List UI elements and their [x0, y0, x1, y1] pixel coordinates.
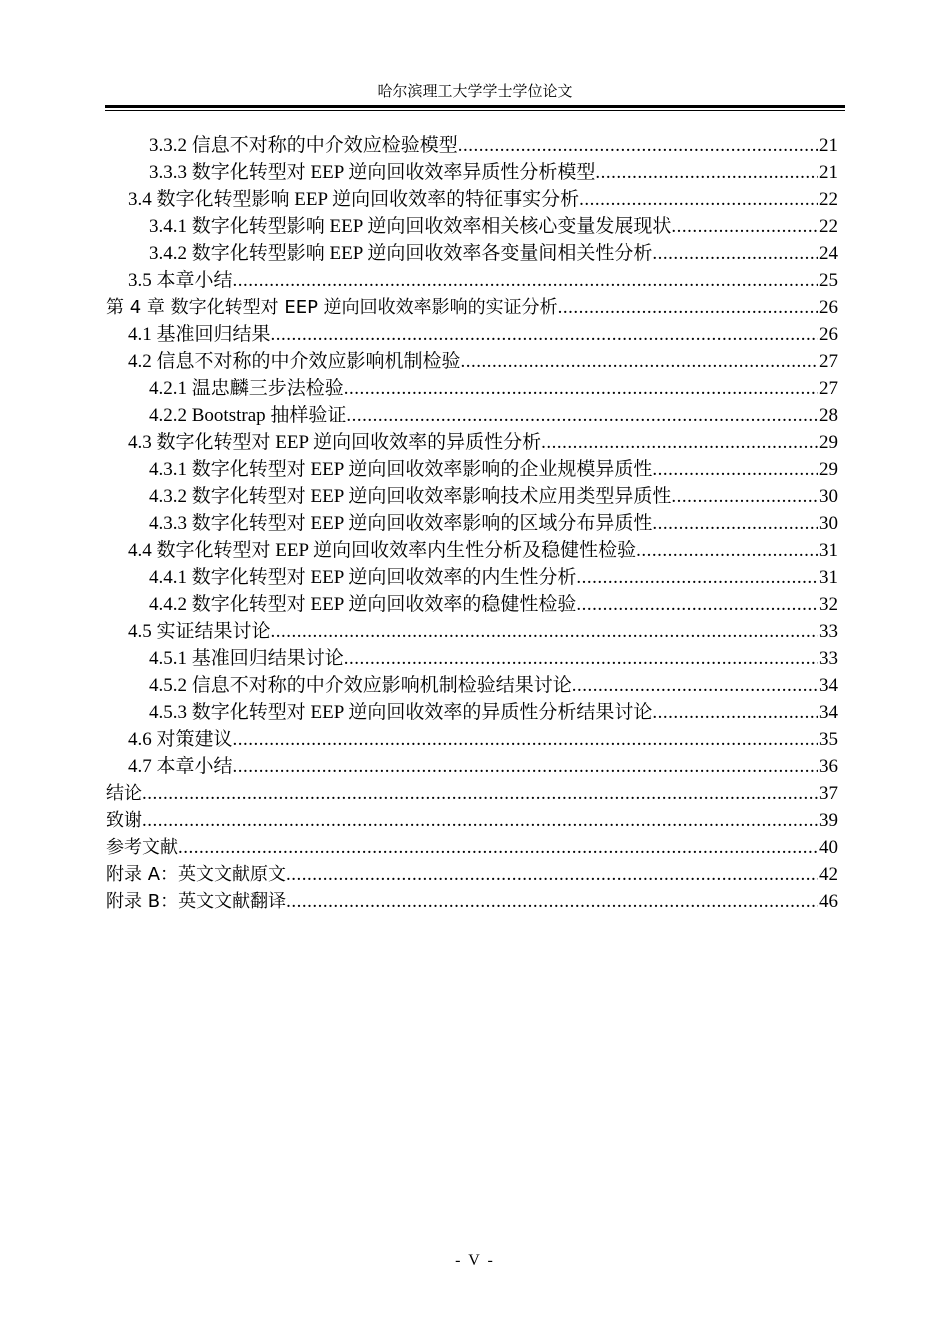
- toc-entry-title: 4.4.2 数字化转型对 EEP 逆向回收效率的稳健性检验: [149, 594, 577, 615]
- toc-entry-title: 附录 B：英文文献翻译: [106, 891, 287, 912]
- toc-entry-page: 21: [819, 135, 838, 156]
- page-number: - V -: [455, 1252, 495, 1269]
- toc-dot-leader: [271, 618, 818, 645]
- toc-entry[interactable]: [106, 213, 838, 240]
- toc-entry-title: 参考文献: [106, 837, 178, 858]
- toc-entry[interactable]: [106, 645, 838, 672]
- toc-entry-page: 29: [819, 459, 838, 480]
- toc-entry-title: 4.6 对策建议: [128, 729, 233, 750]
- toc-dot-leader: [142, 807, 818, 834]
- table-of-contents: [106, 132, 838, 915]
- toc-dot-leader: [572, 672, 818, 699]
- toc-entry-page: 35: [819, 729, 838, 750]
- toc-entry[interactable]: [106, 726, 838, 753]
- toc-entry-title: 4.7 本章小结: [128, 756, 233, 777]
- toc-entry-page: 24: [819, 243, 838, 264]
- toc-entry-title: 3.3.2 信息不对称的中介效应检验模型: [149, 135, 458, 156]
- toc-entry[interactable]: [106, 375, 838, 402]
- toc-dot-leader: [461, 348, 818, 375]
- toc-entry[interactable]: [106, 294, 838, 321]
- toc-dot-leader: [652, 699, 818, 726]
- toc-entry-page: 36: [819, 756, 838, 777]
- toc-entry[interactable]: [106, 834, 838, 861]
- toc-entry[interactable]: [106, 186, 838, 213]
- toc-entry-page: 28: [819, 405, 838, 426]
- toc-entry-page: 25: [819, 270, 838, 291]
- toc-entry-page: 31: [819, 540, 838, 561]
- toc-dot-leader: [346, 402, 818, 429]
- toc-dot-leader: [178, 834, 818, 861]
- toc-dot-leader: [579, 186, 818, 213]
- toc-entry-title: 3.4.2 数字化转型影响 EEP 逆向回收效率各变量间相关性分析: [149, 243, 653, 264]
- toc-dot-leader: [576, 564, 818, 591]
- toc-entry-title: 第 4 章 数字化转型对 EEP 逆向回收效率影响的实证分析: [106, 297, 558, 318]
- toc-dot-leader: [636, 537, 818, 564]
- toc-entry[interactable]: [106, 699, 838, 726]
- toc-dot-leader: [344, 375, 818, 402]
- toc-entry-title: 4.4.1 数字化转型对 EEP 逆向回收效率的内生性分析: [149, 567, 577, 588]
- toc-entry-page: 37: [819, 783, 838, 804]
- header-rule-thin: [105, 110, 845, 111]
- toc-entry-title: 4.5.2 信息不对称的中介效应影响机制检验结果讨论: [149, 675, 572, 696]
- toc-entry[interactable]: [106, 321, 838, 348]
- toc-dot-leader: [233, 726, 818, 753]
- toc-entry[interactable]: [106, 240, 838, 267]
- toc-entry[interactable]: [106, 348, 838, 375]
- toc-entry-page: 42: [819, 864, 838, 885]
- toc-dot-leader: [142, 780, 818, 807]
- toc-dot-leader: [558, 294, 818, 321]
- toc-entry-title: 3.3.3 数字化转型对 EEP 逆向回收效率异质性分析模型: [149, 162, 596, 183]
- toc-entry-page: 26: [819, 324, 838, 345]
- toc-entry-title: 4.5 实证结果讨论: [128, 621, 271, 642]
- toc-entry-page: 31: [819, 567, 838, 588]
- toc-entry[interactable]: [106, 537, 838, 564]
- toc-entry[interactable]: [106, 591, 838, 618]
- toc-dot-leader: [671, 483, 818, 510]
- toc-dot-leader: [576, 591, 818, 618]
- toc-entry[interactable]: [106, 510, 838, 537]
- toc-entry-page: 30: [819, 486, 838, 507]
- toc-entry-title: 结论: [106, 783, 142, 804]
- toc-entry[interactable]: [106, 672, 838, 699]
- toc-entry-title: 4.4 数字化转型对 EEP 逆向回收效率内生性分析及稳健性检验: [128, 540, 637, 561]
- toc-entry-page: 46: [819, 891, 838, 912]
- toc-entry[interactable]: [106, 888, 838, 915]
- toc-entry-title: 4.2.2 Bootstrap 抽样验证: [149, 405, 347, 426]
- toc-entry[interactable]: [106, 456, 838, 483]
- toc-entry-title: 致谢: [106, 810, 142, 831]
- toc-dot-leader: [652, 510, 818, 537]
- toc-dot-leader: [458, 132, 818, 159]
- toc-entry-title: 4.3.3 数字化转型对 EEP 逆向回收效率影响的区域分布异质性: [149, 513, 653, 534]
- toc-entry[interactable]: [106, 132, 838, 159]
- toc-dot-leader: [233, 753, 818, 780]
- toc-entry-title: 附录 A：英文文献原文: [106, 864, 287, 885]
- toc-entry-title: 3.4.1 数字化转型影响 EEP 逆向回收效率相关核心变量发展现状: [149, 216, 672, 237]
- toc-entry[interactable]: [106, 267, 838, 294]
- toc-entry-title: 4.5.1 基准回归结果讨论: [149, 648, 344, 669]
- toc-entry-title: 4.3 数字化转型对 EEP 逆向回收效率的异质性分析: [128, 432, 542, 453]
- toc-entry-title: 3.4 数字化转型影响 EEP 逆向回收效率的特征事实分析: [128, 189, 580, 210]
- toc-entry-title: 4.2 信息不对称的中介效应影响机制检验: [128, 351, 461, 372]
- toc-entry[interactable]: [106, 753, 838, 780]
- running-header: 哈尔滨理工大学学士学位论文: [377, 84, 573, 100]
- toc-entry-title: 4.5.3 数字化转型对 EEP 逆向回收效率的异质性分析结果讨论: [149, 702, 653, 723]
- toc-entry[interactable]: [106, 618, 838, 645]
- toc-entry[interactable]: [106, 402, 838, 429]
- toc-entry-page: 34: [819, 702, 838, 723]
- toc-dot-leader: [671, 213, 818, 240]
- toc-entry[interactable]: [106, 807, 838, 834]
- toc-entry[interactable]: [106, 780, 838, 807]
- toc-dot-leader: [271, 321, 818, 348]
- toc-entry-page: 34: [819, 675, 838, 696]
- toc-entry-title: 4.1 基准回归结果: [128, 324, 271, 345]
- toc-entry-page: 21: [819, 162, 838, 183]
- toc-entry-page: 30: [819, 513, 838, 534]
- toc-entry-page: 22: [819, 189, 838, 210]
- toc-entry-title: 4.3.2 数字化转型对 EEP 逆向回收效率影响技术应用类型异质性: [149, 486, 672, 507]
- toc-entry[interactable]: [106, 861, 838, 888]
- toc-entry-page: 40: [819, 837, 838, 858]
- toc-entry-page: 27: [819, 378, 838, 399]
- toc-dot-leader: [652, 456, 818, 483]
- toc-dot-leader: [286, 861, 818, 888]
- toc-entry-title: 4.2.1 温忠麟三步法检验: [149, 378, 344, 399]
- toc-entry-title: 3.5 本章小结: [128, 270, 233, 291]
- toc-entry-page: 32: [819, 594, 838, 615]
- toc-entry-page: 33: [819, 621, 838, 642]
- toc-entry[interactable]: [106, 429, 838, 456]
- toc-dot-leader: [233, 267, 818, 294]
- toc-dot-leader: [344, 645, 818, 672]
- toc-dot-leader: [541, 429, 818, 456]
- toc-entry-page: 33: [819, 648, 838, 669]
- toc-entry-title: 4.3.1 数字化转型对 EEP 逆向回收效率影响的企业规模异质性: [149, 459, 653, 480]
- toc-entry-page: 29: [819, 432, 838, 453]
- toc-dot-leader: [286, 888, 818, 915]
- toc-entry[interactable]: [106, 564, 838, 591]
- toc-entry-page: 22: [819, 216, 838, 237]
- header-rule-thick: [105, 105, 845, 108]
- toc-dot-leader: [652, 240, 818, 267]
- toc-entry-page: 27: [819, 351, 838, 372]
- toc-entry-page: 26: [819, 297, 838, 318]
- toc-dot-leader: [595, 159, 818, 186]
- toc-entry[interactable]: [106, 483, 838, 510]
- toc-entry[interactable]: [106, 159, 838, 186]
- toc-entry-page: 39: [819, 810, 838, 831]
